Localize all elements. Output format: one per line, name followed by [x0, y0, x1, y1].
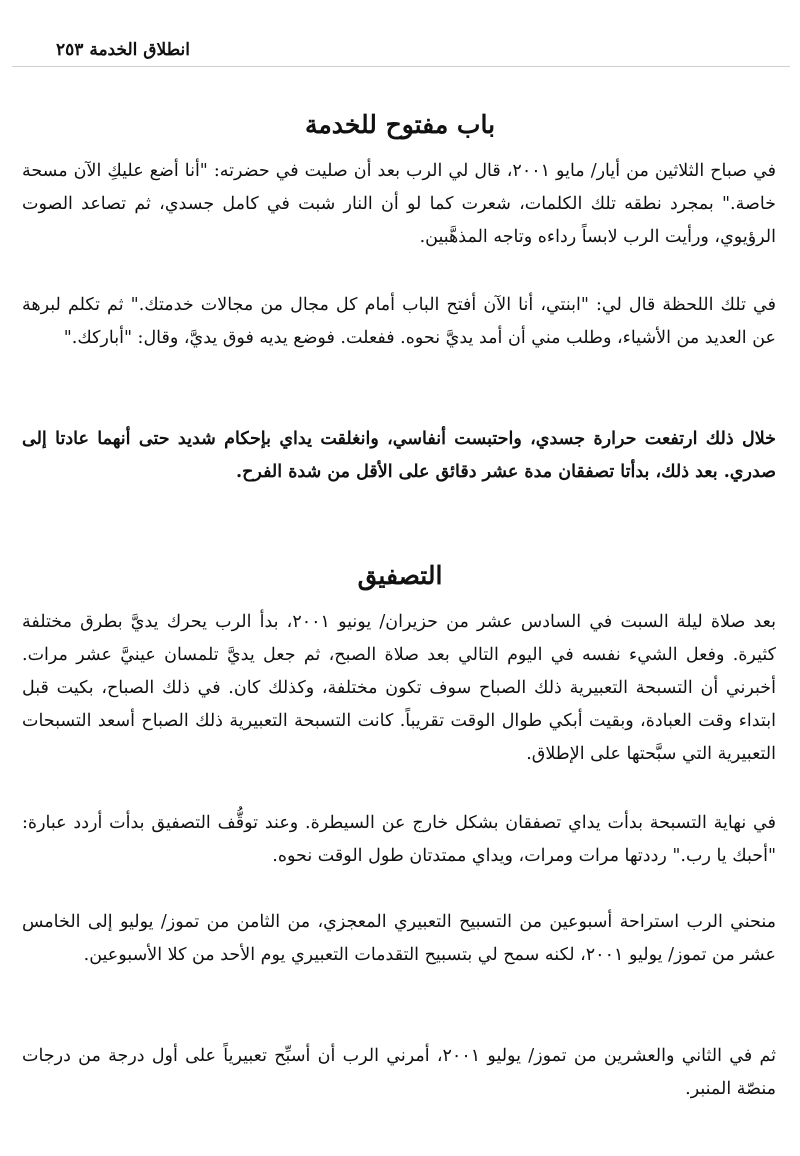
paragraph: بعد صلاة ليلة السبت في السادس عشر من حزيران/ يونيو ٢٠٠١، بدأ الرب يحرك يديَّ بطرق مختلفة كثيرة. وفعل الشيء نفسه في اليوم التالي بعد صلاة الصبح، ثم جعل يديَّ تلمسان عينيَّ عشر مرات. أخبرني أن التسبحة التعبيرية ذلك الصباح سوف تكون مختلفة، وكذلك كان. في ذلك الصباح، بكيت قبل ابتداء وقت العبادة، وبقيت أبكي طوال الوقت تقريباً. كانت التسبحة التعبيرية ذلك الصباح أسعد التسبحات التعبيرية التي سبَّحتها على الإطلاق.	[22, 612, 776, 764]
paragraph: في صباح الثلاثين من أيار/ مايو ٢٠٠١، قال لي الرب بعد أن صليت في حضرته: "أنا أضع عليكِ الآن مسحة خاصة." بمجرد نطقه تلك الكلمات، شعرت كما لو أن النار شبت في كامل جسدي، ثم تصاعد الصوت الرؤيوي، ورأيت الرب لابساً رداءه وتاجه المذهَّبين.	[22, 161, 776, 247]
paragraph: منحني الرب استراحة أسبوعين من التسبيح التعبيري المعجزي، من الثامن من تموز/ يوليو إلى الخامس عشر من تموز/ يوليو ٢٠٠١، لكنه سمح لي بتسبيح التقدمات التعبيري يوم الأحد من كلا الأسبوعين.	[22, 912, 776, 965]
running-header	[12, 40, 190, 60]
section-title: باب مفتوح للخدمة	[304, 110, 496, 139]
section-title: التصفيق	[357, 561, 443, 590]
header-rule	[12, 66, 790, 67]
paragraph: خلال ذلك ارتفعت حرارة جسدي، واحتبست أنفاسي، وانغلقت يداي بإحكام شديد حتى أنهما عادتا إلى صدري. بعد ذلك، بدأتا تصفقان مدة عشر دقائق على الأقل من شدة الفرح.	[22, 429, 776, 482]
paragraph: ثم في الثاني والعشرين من تموز/ يوليو ٢٠٠١، أمرني الرب أن أسبِّح تعبيرياً على أول درجة من درجات منصّة المنبر.	[22, 1046, 776, 1099]
paragraph: في تلك اللحظة قال لي: "ابنتي، أنا الآن أفتح الباب أمام كل مجال من مجالات خدمتك." ثم تكلم لبرهة عن العديد من الأشياء، وطلب مني أن أمد يديَّ نحوه. ففعلت. فوضع يديه فوق يديَّ، وقال: "أباركك."	[22, 295, 776, 348]
paragraph: في نهاية التسبحة بدأت يداي تصفقان بشكل خارج عن السيطرة. وعند توقُّف التصفيق بدأت أردد عبارة: "أحبك يا رب." رددتها مرات ومرات، ويداي ممتدتان طول الوقت نحوه.	[22, 813, 776, 866]
running-header-text: انطلاق الخدمة ٢٥٣	[56, 40, 190, 60]
